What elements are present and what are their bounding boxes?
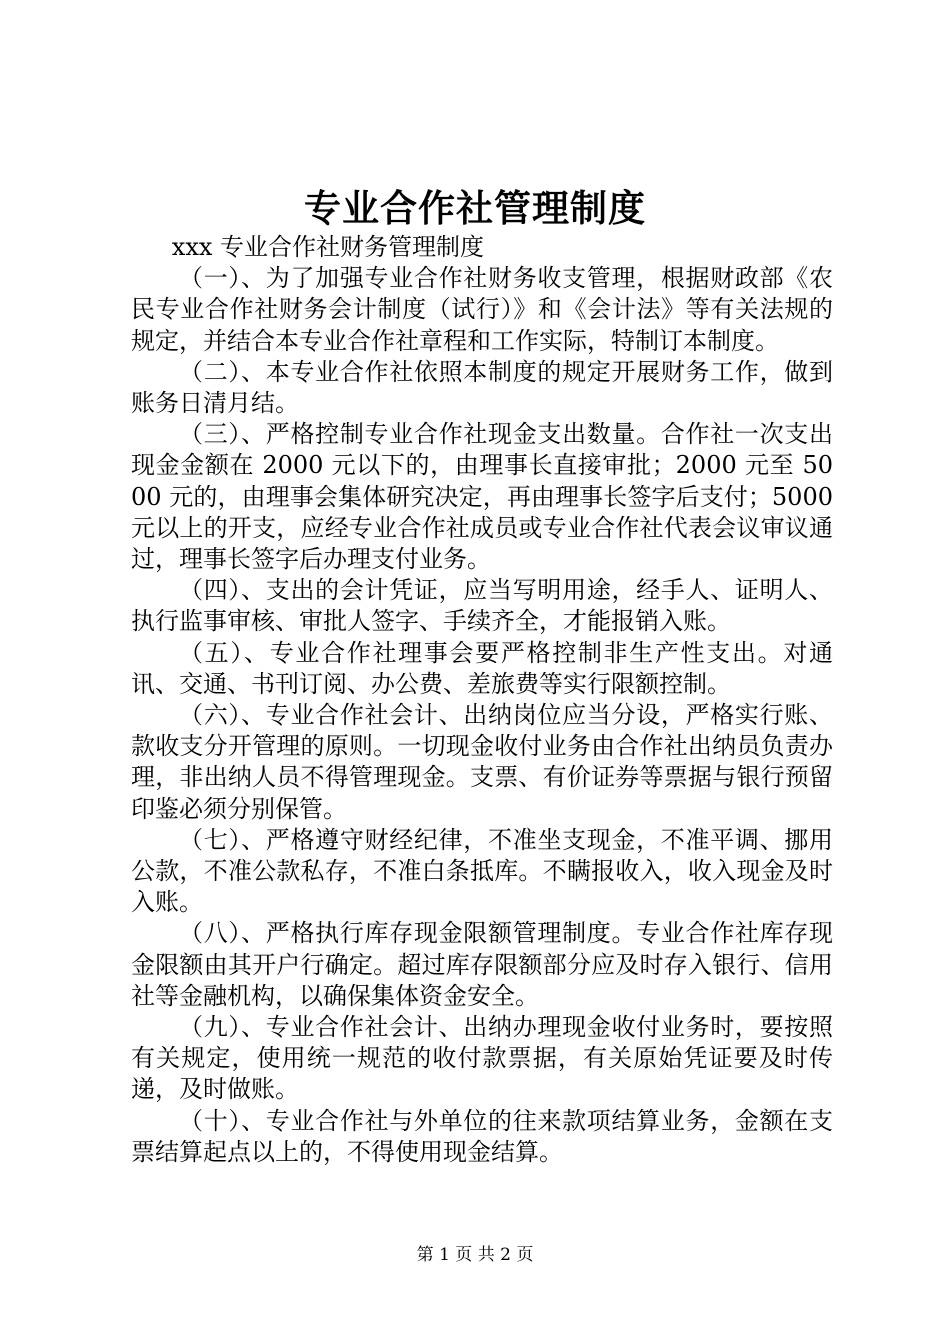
document-body [131,232,833,1168]
page-footer: 第 1 页 共 2 页 [416,1245,534,1265]
paragraph: （七）、严格遵守财经纪律，不准坐支现金，不准平调、挪用公款，不准公款私存，不准白条抵库。不瞒报收入，收入现金及时入账。 [131,825,833,917]
document-title: 专业合作社管理制度 [304,186,646,230]
paragraph: （四）、支出的会计凭证，应当写明用途，经手人、证明人、执行监事审核、审批人签字、手续齐全，才能报销入账。 [131,576,833,636]
paragraph: （三）、严格控制专业合作社现金支出数量。合作社一次支出现金金额在 2000 元以下的，由理事长直接审批；2000 元至 5000 元的，由理事会集体研究决定，再由理事长签字后支付；5000 元以上的开支，应经专业合作社成员或专业合作社代表会议审议通过，理事长签字后办理支付业务。 [131,420,833,574]
paragraph: （十）、专业合作社与外单位的往来款项结算业务，金额在支票结算起点以上的，不得使用现金结算。 [131,1106,833,1166]
paragraph: （二）、本专业合作社依照本制度的规定开展财务工作，做到账务日清月结。 [131,357,833,418]
paragraph: （九）、专业合作社会计、出纳办理现金收付业务时，要按照有关规定，使用统一规范的收付款票据，有关原始凭证要及时传递，及时做账。 [131,1013,833,1104]
paragraph: （一）、为了加强专业合作社财务收支管理，根据财政部《农民专业合作社财务会计制度（试行）》和《会计法》等有关法规的规定，并结合本专业合作社章程和工作实际，特制订本制度。 [131,264,833,355]
document-subtitle: xxx 专业合作社财务管理制度 [171,233,485,261]
paragraph: （六）、专业合作社会计、出纳岗位应当分设，严格实行账、款收支分开管理的原则。一切现金收付业务由合作社出纳员负责办理，非出纳人员不得管理现金。支票、有价证券等票据与银行预留印鉴必须分别保管。 [131,701,833,823]
paragraph: （五）、专业合作社理事会要严格控制非生产性支出。对通讯、交通、书刊订阅、办公费、差旅费等实行限额控制。 [131,638,833,698]
paragraph: （八）、严格执行库存现金限额管理制度。专业合作社库存现金限额由其开户行确定。超过库存限额部分应及时存入银行、信用社等金融机构，以确保集体资金安全。 [131,919,833,1010]
